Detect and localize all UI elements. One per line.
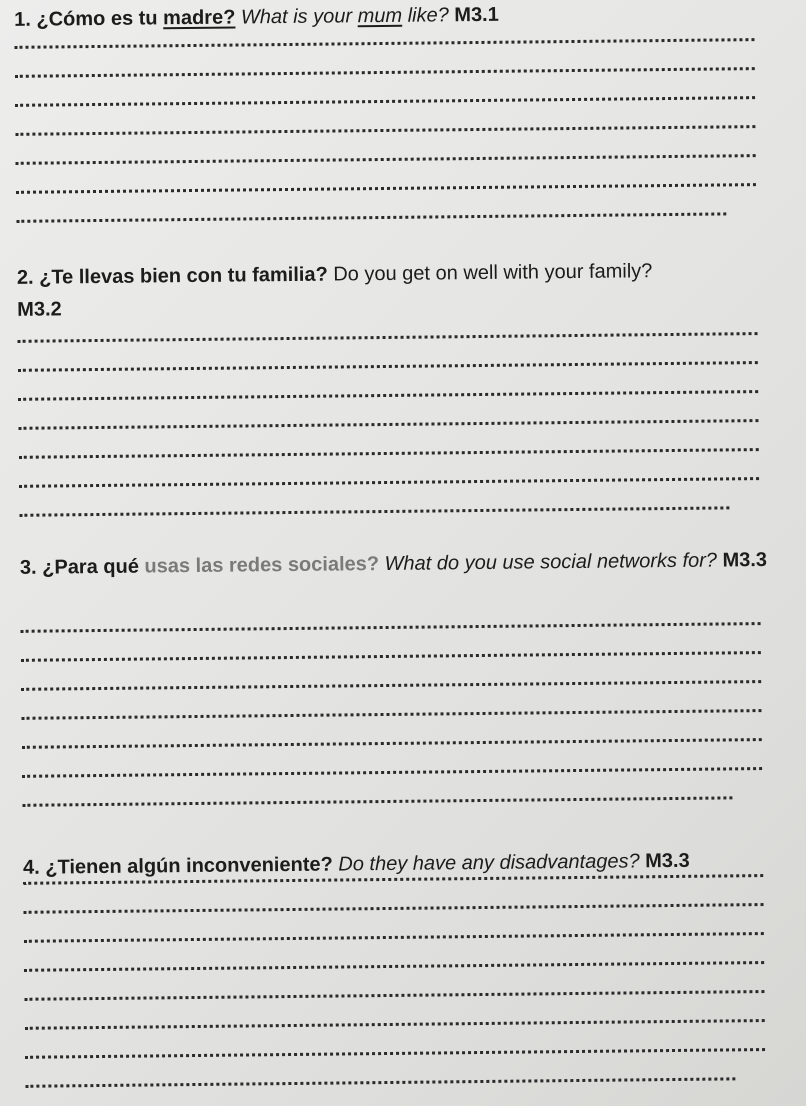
answer-line[interactable] bbox=[16, 186, 727, 222]
answer-line[interactable] bbox=[19, 480, 730, 516]
answer-line[interactable] bbox=[22, 770, 733, 806]
question-english: What is your bbox=[240, 5, 358, 29]
question-code: M3.1 bbox=[454, 3, 499, 27]
question-number: 3. bbox=[19, 556, 37, 579]
answer-lines-2 bbox=[17, 306, 759, 517]
answer-lines-3 bbox=[20, 596, 762, 807]
question-spanish: ¿Te llevas bien con tu familia? bbox=[39, 263, 328, 289]
question-spanish-faded: usas las redes sociales? bbox=[144, 553, 380, 578]
question-spanish: ¿Para qué bbox=[42, 555, 145, 579]
answer-lines-4 bbox=[23, 848, 765, 1088]
question-spanish-underlined: madre? bbox=[163, 6, 236, 30]
answer-lines-1 bbox=[14, 12, 756, 223]
question-english: What do you use social networks for? bbox=[384, 549, 718, 576]
question-3 bbox=[20, 544, 790, 584]
question-spanish: ¿Tienen algún inconveniente? bbox=[45, 853, 333, 879]
answer-line[interactable] bbox=[25, 1051, 736, 1087]
question-spanish: ¿Cómo es tu bbox=[36, 7, 164, 31]
question-code: M3.3 bbox=[645, 849, 690, 873]
question-english: Do they have any disadvantages? bbox=[338, 850, 640, 876]
question-number: 2. bbox=[16, 266, 34, 289]
question-english: Do you get on well with your family? bbox=[333, 260, 653, 286]
question-number: 4. bbox=[22, 856, 40, 879]
question-english-end: like? bbox=[401, 4, 449, 27]
question-code: M3.2 bbox=[17, 298, 62, 321]
question-code: M3.3 bbox=[722, 548, 768, 572]
question-number: 1. bbox=[14, 8, 32, 31]
question-english-underlined: mum bbox=[357, 4, 403, 28]
